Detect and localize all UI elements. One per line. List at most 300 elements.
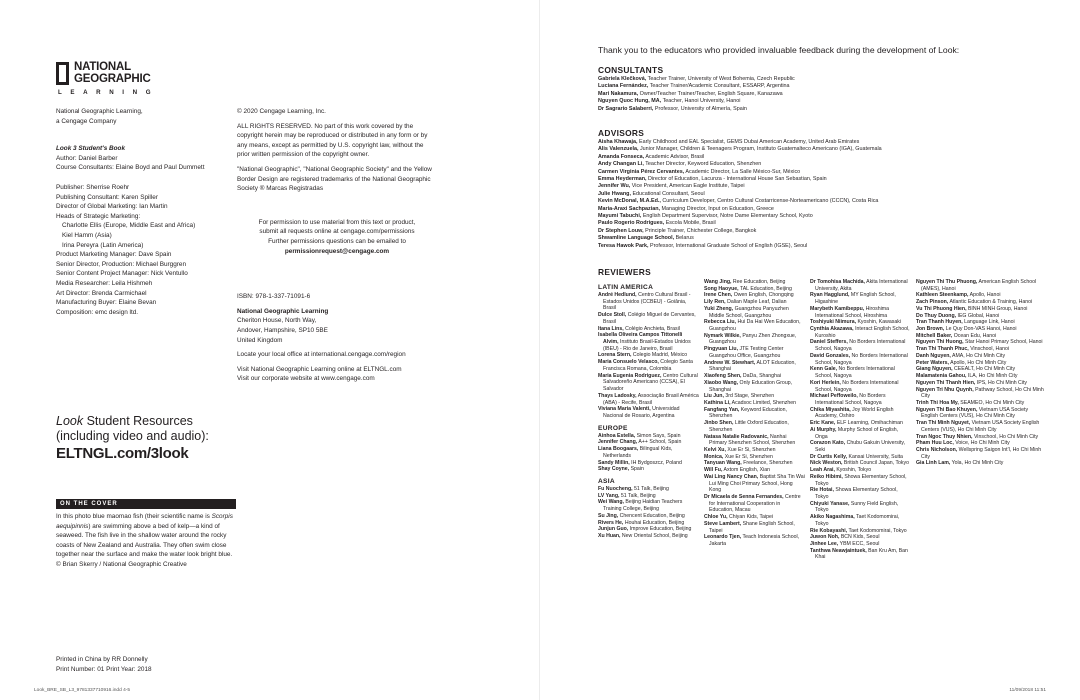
person-affiliation: Voice, Ho Chi Minh City xyxy=(953,440,1010,447)
reviewer-entry xyxy=(598,359,699,372)
person-affiliation: Vinschool, Ho Chi Minh City xyxy=(972,433,1039,440)
person-affiliation: MY English School, Higashine xyxy=(815,292,896,306)
person-affiliation: Centro Cultural Salvadoreño Americano (CCSA), El Salvador xyxy=(603,372,698,393)
person-affiliation: Baptist Sha Tin Wai Lui Ming Choi Primary School, Hong Kong xyxy=(709,473,805,494)
reviewer-entry xyxy=(810,393,911,406)
person-name: Kenn Gale, xyxy=(810,366,838,373)
trademark-notice: "National Geographic", "National Geographic Society" and the Yellow Border Design are registered trademarks of the National Geographic Society ® Marcas Registradas xyxy=(237,165,432,193)
reviewer-entry xyxy=(704,393,805,400)
person-name: Vu Thi Phuong Hien, xyxy=(916,305,967,312)
print-number: Print Number: 01 Print Year: 2018 xyxy=(56,665,152,673)
person-name: Chloe Yu, xyxy=(704,514,728,521)
person-affiliation: No Borders International School, Nagoya xyxy=(815,339,906,353)
person-affiliation: Shane English School, Taipei xyxy=(709,520,795,534)
reviewer-entry xyxy=(810,440,911,453)
person-affiliation: Teacher Trainer/Academic Consultant, ESSARP, Argentina xyxy=(648,83,790,90)
person-name: Andrew W. Stewhart, xyxy=(704,359,756,366)
reviewer-entry xyxy=(704,407,805,420)
advisor-entry xyxy=(598,176,1058,183)
person-name: Do Thuy Duong, xyxy=(916,312,957,319)
reviewer-entry xyxy=(810,380,911,393)
person-name: Chiyuki Yanase, xyxy=(810,500,850,507)
person-affiliation: Panyu Zhen Zhongxue, Guangzhou xyxy=(709,332,797,346)
reviewer-entry xyxy=(598,352,699,359)
person-affiliation: Professor, University of Almería, Spain xyxy=(653,105,747,112)
person-name: Dulce Stoll, xyxy=(598,312,627,319)
reviewer-entry xyxy=(810,427,911,440)
person-name: Aisha Khawaja, xyxy=(598,139,638,145)
advisors-section xyxy=(598,128,1058,250)
person-name: Eric Kane, xyxy=(810,420,836,427)
logo-line-2: GEOGRAPHIC xyxy=(74,72,151,85)
person-affiliation: Ocean Edu, Hanoi xyxy=(952,332,997,339)
publisher-name-2: a Cengage Company xyxy=(56,117,117,125)
person-affiliation: No Borders International School, Nagoya xyxy=(815,379,899,393)
person-name: Luciana Fernández, xyxy=(598,83,649,90)
person-affiliation: Spain xyxy=(629,466,644,473)
person-affiliation: Colégio Miguel de Cervantes, Brasil xyxy=(603,312,696,325)
person-name: Tran Thanh Huyen, xyxy=(916,319,963,326)
reviewer-entry xyxy=(810,514,911,527)
page-gutter xyxy=(539,0,540,700)
person-name: Zach Pinson, xyxy=(916,299,949,306)
credit-line: Author: Daniel Barber xyxy=(56,154,118,162)
person-name: Shay Coyne, xyxy=(598,466,630,473)
resources-line-1: Look Student Resources xyxy=(56,414,193,428)
person-name: Fu Nuocheng, xyxy=(598,485,633,492)
person-affiliation: Improve Education, Beijing xyxy=(628,526,692,533)
person-name: Kevin McDonal, M.A.Ed., xyxy=(598,198,661,205)
person-name: Steve Lambert, xyxy=(704,520,742,527)
person-affiliation: Teacher Director, Keyword Education, Shenzhen xyxy=(643,161,762,168)
person-name: Chris Nicholson, xyxy=(916,446,958,453)
reviewer-entry xyxy=(704,420,805,433)
person-name: Ainhoa Estella, xyxy=(598,432,636,439)
person-affiliation: Chubu Gakuin University, Seki xyxy=(815,440,906,453)
reviewer-entry xyxy=(810,366,911,379)
person-affiliation: British Council Japan, Tokyo xyxy=(842,460,909,467)
person-affiliation: Joy World English Academy, Oshiro xyxy=(815,406,894,420)
visit-online[interactable]: Visit National Geographic Learning online at ELTNGL.com xyxy=(237,365,402,373)
cover-text: In this photo blue maomao fish (their scientific name is Scorpis aequipinnis) are swimming above a bed of kelp—a kind of seaweed. The fish live in the shallow water around the rocky coasts of New Zealand and Australia. They often swim close together near the surface and make the water look bright blue. xyxy=(56,513,233,559)
person-affiliation: Xue Er Si, Shenzhen xyxy=(725,446,776,453)
reviewers-heading: REVIEWERS xyxy=(598,267,651,277)
reviewer-entry xyxy=(916,360,1046,367)
advisor-entry xyxy=(598,139,1058,146)
reviewer-entry xyxy=(810,548,911,561)
person-name: Maria Eugenia Rodriguez, xyxy=(598,372,662,379)
reviewer-entry xyxy=(598,493,699,500)
reviewer-entry xyxy=(598,439,699,446)
reviewer-entry xyxy=(916,346,1046,353)
advisor-entry xyxy=(598,213,1058,220)
person-name: Michael Peffoweilo, xyxy=(810,393,858,400)
person-name: Paulo Rogerio Rodrigues, xyxy=(598,220,665,227)
reviewer-entry xyxy=(810,407,911,420)
person-name: Toshiyuki Niimura, xyxy=(810,319,857,326)
reviewer-entry xyxy=(810,501,911,514)
reviewer-entry xyxy=(704,346,805,359)
person-affiliation: Xue Er Si, Shenzhen xyxy=(723,453,773,460)
advisor-entry xyxy=(598,228,1058,235)
person-affiliation: IPS, Ho Chi Minh City xyxy=(975,379,1027,386)
person-affiliation: Universidad Nacional de Rosario, Argentina xyxy=(603,406,680,419)
file-slug: Look_BRE_SB_L3_9781337710916.indd 4-5 xyxy=(34,688,131,693)
on-the-cover xyxy=(56,499,236,570)
reviewer-entry xyxy=(916,353,1046,360)
person-affiliation: Interact English School, Kuroshio xyxy=(815,326,910,339)
person-name: Nguyen Thi Bao Khuyen, xyxy=(916,406,978,413)
credit-line: Senior Content Project Manager: Nick Ventullo xyxy=(56,270,188,278)
person-name: Carmen Virginia Pérez Cervantes, xyxy=(598,168,685,175)
credit-line: Director of Global Marketing: Ian Martin xyxy=(56,203,168,211)
reviewer-entry xyxy=(704,380,805,393)
person-name: Lorena Stern, xyxy=(598,352,632,359)
credit-line: Heads of Strategic Marketing: xyxy=(56,212,141,220)
reviewer-entry xyxy=(598,486,699,493)
reviewer-entry xyxy=(810,279,911,292)
person-name: Tran Ngoc Thuy Nhien, xyxy=(916,433,973,440)
reviewer-entry xyxy=(704,306,805,319)
person-name: Gia Linh Lam, xyxy=(916,460,951,467)
person-affiliation: No Borders International School, Nagoya xyxy=(815,393,886,406)
credit-line: Manufacturing Buyer: Elaine Bevan xyxy=(56,299,157,307)
reviewer-entry xyxy=(704,319,805,332)
person-affiliation: Academic Director, La Salle México-Sur, México xyxy=(684,168,801,175)
credit-line: Senior Director, Production: Michael Burggren xyxy=(56,260,187,268)
person-affiliation: Taet Kodomomirai, Tokyo xyxy=(847,527,907,534)
reviewer-entry xyxy=(810,420,911,427)
person-affiliation: Vietnam USA Society English Centers (VUS), Ho Chi Minh City xyxy=(921,406,1029,420)
consultant-entry xyxy=(598,76,1058,83)
person-affiliation: 51 Talk, Beijing xyxy=(619,492,656,499)
person-name: Rebecca Liu, xyxy=(704,319,737,326)
advisors-heading: ADVISORS xyxy=(598,128,645,138)
person-affiliation: Axtom English, Xian xyxy=(722,467,770,474)
person-name: Liu Jun, xyxy=(704,393,724,400)
publisher-credits xyxy=(56,107,232,317)
reviewer-entry xyxy=(916,447,1046,460)
person-affiliation: Sunny Field English, Tokyo xyxy=(815,500,899,514)
person-name: Irene Chen, xyxy=(704,292,733,299)
person-affiliation: Apollo, Hanoi xyxy=(968,292,1001,299)
consultant-entry xyxy=(598,83,1058,90)
reviewer-entry xyxy=(810,292,911,305)
reviewer-entry xyxy=(810,534,911,541)
person-affiliation: Belarus xyxy=(674,235,694,242)
person-affiliation: Le Quy Don-VAS Hanoi, Hanoi xyxy=(944,326,1017,333)
person-affiliation: American English School (AMES), Hanoi xyxy=(921,279,1037,292)
reviewer-entry xyxy=(810,487,911,500)
reviewer-entry xyxy=(704,454,805,461)
address-line-1: Cheriton House, North Way, xyxy=(237,317,317,325)
person-affiliation: Kyoshin, Tokyo xyxy=(834,467,872,474)
person-name: Teresa Hawok Park, xyxy=(598,242,649,249)
reviewer-entry xyxy=(810,306,911,319)
isbn: ISBN: 978-1-337-71091-6 xyxy=(237,293,311,301)
person-name: Dr Sagrario Salaberri, xyxy=(598,105,654,112)
reviewers-column-4 xyxy=(916,279,1046,467)
person-name: Trinh Thi Hoa My, xyxy=(916,399,959,406)
person-affiliation: Chiyan Kids, Taipei xyxy=(727,514,774,521)
person-name: Gabriela Klečková, xyxy=(598,76,647,82)
person-name: Itana Lins, xyxy=(598,325,624,332)
region-heading: LATIN AMERICA xyxy=(598,284,654,291)
consultants-section xyxy=(598,65,1058,113)
reviewer-entry xyxy=(916,407,1046,420)
logo-learning: LEARNING xyxy=(58,89,160,96)
reviewer-entry xyxy=(704,521,805,534)
print-info xyxy=(56,655,256,674)
person-name: Jinbo Shen, xyxy=(704,420,734,427)
person-affiliation: DaDa, Shanghai xyxy=(741,373,781,380)
person-affiliation: Ban Kru Am, Ban Khai xyxy=(815,547,908,561)
student-resources xyxy=(56,414,266,463)
permission-email[interactable]: permissionrequest@cengage.com xyxy=(284,247,390,255)
person-name: Maria-Araxi Sachpazian, xyxy=(598,205,661,212)
book-title: Look 3 Student's Book xyxy=(56,145,125,153)
reviewer-entry xyxy=(916,313,1046,320)
consultant-entry xyxy=(598,106,1058,113)
person-affiliation: Vietnam USA Society English Centers (VUS), Ho Chi Minh City xyxy=(921,420,1040,433)
person-affiliation: Colégio Anchieta, Brasil xyxy=(623,325,680,332)
person-name: Jinhee Lee, xyxy=(810,541,839,548)
person-name: Mitchell Baker, xyxy=(916,332,953,339)
reviewer-entry xyxy=(598,446,699,459)
person-name: Kathina Li, xyxy=(704,399,731,406)
person-affiliation: YBM ECC, Seoul xyxy=(838,541,880,548)
reviewer-entry xyxy=(810,353,911,366)
person-affiliation: Academic Advisor, Brasil xyxy=(644,153,705,160)
permission-line-3: Further permissions questions can be emailed to xyxy=(268,237,406,245)
advisor-entry xyxy=(598,220,1058,227)
person-name: Giang Nguyen, xyxy=(916,366,953,373)
advisor-entry xyxy=(598,243,1058,250)
person-name: Tanthwa Neawjaintuek, xyxy=(810,547,867,554)
person-affiliation: Director of Education, Lacunza - International House San Sebastian, Spain xyxy=(646,176,827,183)
person-affiliation: Instituto Brasil-Estados Unidos (IBEU) - Rio de Janeiro, Brasil xyxy=(603,339,691,352)
reviewer-entry xyxy=(916,292,1046,299)
advisor-entry xyxy=(598,146,1058,153)
person-name: Julie Hwang, xyxy=(598,190,631,197)
reviewer-entry xyxy=(810,319,911,326)
person-affiliation: Associação Brasil América (ABA) - Recife, Brasil xyxy=(603,392,699,406)
person-name: Emma Heyderman, xyxy=(598,176,647,183)
person-name: Pham Huu Loc, xyxy=(916,440,954,447)
address-line-3: United Kingdom xyxy=(237,336,283,344)
region-heading: EUROPE xyxy=(598,424,628,432)
person-affiliation: Dalian Maple Leaf, Dalian xyxy=(725,299,787,306)
person-affiliation: BCN Kids, Seoul xyxy=(839,534,880,541)
person-affiliation: Owner/Teacher Trainer/Teacher, English Square, Kanazawa xyxy=(638,90,783,97)
person-name: Kori Herlein, xyxy=(810,379,841,386)
person-affiliation: Only Education Group, Shanghai xyxy=(709,379,793,393)
reviewer-entry xyxy=(916,420,1046,433)
reviewers-column-3 xyxy=(810,279,911,561)
person-name: Xiaofeng Shen, xyxy=(704,373,742,380)
cover-heading: ON THE COVER xyxy=(56,499,236,509)
reviewer-entry xyxy=(810,528,911,535)
person-affiliation: A++ School, Spain xyxy=(637,439,682,446)
person-name: Pingyuan Liu, xyxy=(704,346,739,353)
person-name: Danh Nguyen, xyxy=(916,352,951,359)
person-name: Reiko Hibimi, xyxy=(810,473,843,480)
printed-in: Printed in China by RR Donnelly xyxy=(56,656,148,663)
person-name: Wang Jing, xyxy=(704,279,732,285)
person-name: Leah Arai, xyxy=(810,467,835,474)
person-affiliation: Simon Says, Spain xyxy=(635,432,681,439)
reviewer-entry xyxy=(598,460,699,467)
copyright-line: © 2020 Cengage Learning, Inc. xyxy=(237,108,326,115)
person-affiliation: ALOT Education, Shanghai xyxy=(709,359,796,373)
person-affiliation: Keyword Education, Shenzhen xyxy=(709,406,787,420)
person-affiliation: Star Hanoi Primary School, Hanoi xyxy=(963,339,1043,346)
person-name: Tran Thi Thanh Phuc, xyxy=(916,346,969,353)
person-affiliation: Teacher Trainer, University of West Bohemia, Czech Republic xyxy=(646,76,795,82)
cover-credit: © Brian Skerry / National Geographic Creative xyxy=(56,560,187,568)
person-name: Tran Thi Minh Nguyet, xyxy=(916,420,971,427)
reviewer-entry xyxy=(598,513,699,520)
person-name: Akiko Nagashima, xyxy=(810,514,855,521)
reviewer-entry xyxy=(810,460,911,467)
person-name: Lily Ren, xyxy=(704,299,726,306)
credit-line: Publisher: Sherrise Roehr xyxy=(56,183,130,191)
person-name: Ai Murphy, xyxy=(810,426,837,433)
resources-url[interactable]: ELTNGL.com/3look xyxy=(56,445,189,462)
reviewer-entry xyxy=(598,466,699,473)
person-affiliation: Pathway School, Ho Chi Minh City xyxy=(921,386,1044,400)
person-affiliation: TAL Education, Beijing xyxy=(738,285,792,292)
person-affiliation: Escola Mobile, Brasil xyxy=(664,220,716,227)
reviewer-entry xyxy=(704,299,805,306)
person-name: Rie Kobayashi, xyxy=(810,527,848,534)
reviewer-entry xyxy=(598,326,699,333)
person-affiliation: Ree Education, Beijing xyxy=(731,279,786,285)
person-name: Mari Nakamura, xyxy=(598,90,639,97)
person-name: Shwamline Language School, xyxy=(598,235,675,242)
reviewer-entry xyxy=(598,312,699,325)
locate-office[interactable]: Locate your local office at international.cengage.com/region xyxy=(237,351,406,359)
consultant-entry xyxy=(598,91,1058,98)
reviewer-entry xyxy=(598,499,699,512)
person-name: Jennifer Wu, xyxy=(598,183,631,190)
reviewer-entry xyxy=(704,467,805,474)
reviewer-entry xyxy=(704,279,805,286)
person-affiliation: Showa Elementary School, Tokyo xyxy=(815,473,907,487)
person-name: Corazon Kato, xyxy=(810,440,846,447)
reviewer-entry xyxy=(704,494,805,514)
reviewers-column-2 xyxy=(704,279,805,548)
credit-line: Kiel Hamm (Asia) xyxy=(62,231,112,239)
reviewer-entry xyxy=(916,366,1046,373)
person-affiliation: Teach Indonesia School, Jakarta xyxy=(709,534,800,548)
person-affiliation: Early Childhood and EAL Specialist, GEMS Dubai American Academy, United Arab Emirates xyxy=(637,139,860,145)
credit-line: Irina Pereyra (Latin America) xyxy=(62,241,144,249)
credit-line: Media Researcher: Leila Hishmeh xyxy=(56,279,153,287)
person-name: Juwon Noh, xyxy=(810,534,840,541)
reviewers-column-1 xyxy=(598,279,699,540)
person-name: Nguyen Quoc Hung, MA, xyxy=(598,98,662,105)
credit-line: Composition: emc design ltd. xyxy=(56,308,139,316)
person-name: Dr Curtis Kelly, xyxy=(810,453,848,460)
national-geographic-logo xyxy=(56,62,151,85)
person-name: Junjun Guo, xyxy=(598,526,629,533)
person-name: Amanda Fonseca, xyxy=(598,153,645,160)
person-affiliation: Managing Director, Input on Education, Greece xyxy=(660,205,774,212)
reviewer-entry xyxy=(704,514,805,521)
reviewer-entry xyxy=(704,400,805,407)
file-timestamp: 11/09/2018 11:51 xyxy=(1009,688,1046,693)
person-affiliation: Taet Kodomomirai, Tokyo xyxy=(815,514,900,527)
person-name: Mayumi Tabuchi, xyxy=(598,213,642,220)
reviewer-entry xyxy=(598,433,699,440)
person-name: Jennifer Chang, xyxy=(598,439,638,446)
person-name: Yuki Zheng, xyxy=(704,305,734,312)
reviewer-entry xyxy=(810,454,911,461)
reviewer-entry xyxy=(916,299,1046,306)
reviewer-entry xyxy=(916,306,1046,313)
person-affiliation: CEEALT, Ho Chi Minh City xyxy=(952,366,1016,373)
person-affiliation: Hui Da Hai Wen Education, Guangzhou xyxy=(709,319,801,333)
person-name: Song Haoyue, xyxy=(704,285,739,292)
person-name: Wei Wang, xyxy=(598,499,624,506)
person-affiliation: No Borders International School, Nagoya xyxy=(815,366,895,380)
visit-corporate[interactable]: Visit our corporate website at www.cengage.com xyxy=(237,375,375,383)
reviewer-entry xyxy=(916,400,1046,407)
reviewer-entry xyxy=(598,520,699,527)
reviewer-entry xyxy=(598,332,699,352)
person-name: Rie Hotai, xyxy=(810,487,834,494)
reviewer-entry xyxy=(916,440,1046,447)
advisor-entry xyxy=(598,169,1058,176)
person-name: Ryan Hagglund, xyxy=(810,292,850,299)
reviewer-entry xyxy=(916,326,1046,333)
reviewer-entry xyxy=(704,460,805,467)
person-name: Xiaobo Wang, xyxy=(704,379,739,386)
advisor-entry xyxy=(598,235,1058,242)
person-name: Nick Weston, xyxy=(810,460,843,467)
permission-line-2: submit all requests online at cengage.com/permissions xyxy=(259,228,415,236)
person-affiliation: 3rd Stage, Shenzhen xyxy=(723,393,775,400)
credit-line: Course Consultants: Elaine Boyd and Paul Dummett xyxy=(56,164,205,172)
reviewer-entry xyxy=(916,434,1046,441)
person-name: Nguyen Thi Thu Phuong, xyxy=(916,279,978,285)
person-affiliation: No Borders International School, Nagoya xyxy=(815,352,908,366)
consultant-entry xyxy=(598,98,1058,105)
person-affiliation: Professor, International Graduate School of English (IGSE), Seoul xyxy=(648,242,808,249)
reviewer-entry xyxy=(810,339,911,352)
person-name: Nymark Wilkie, xyxy=(704,332,741,339)
person-name: David Gonzales, xyxy=(810,352,851,359)
reviewer-entry xyxy=(598,533,699,540)
reviewer-entry xyxy=(810,326,911,339)
person-name: Chika Miyashita, xyxy=(810,406,851,413)
person-name: Maria Consuelo Velasco, xyxy=(598,359,659,366)
advisor-entry xyxy=(598,206,1058,213)
person-name: Kathleen Steenkamp, xyxy=(916,292,969,299)
region-heading: ASIA xyxy=(598,477,615,485)
person-affiliation: Kansai University, Suita xyxy=(847,453,903,460)
person-affiliation: English Department Supervisor, Notre Dame Elementary School, Kyoto xyxy=(641,213,813,220)
person-affiliation: Owen English, Chongqing xyxy=(732,292,794,299)
person-affiliation: Apollo, Ho Chi Minh City xyxy=(948,359,1007,366)
person-affiliation: Murphy School of English, Onga xyxy=(815,426,899,440)
person-affiliation: Centro Cultural Brasil - Estados Unidos (CCBEU) - Goiânia, Brasil xyxy=(603,292,691,312)
person-name: Jon Brown, xyxy=(916,326,945,333)
person-affiliation: Teacher, Hanoi University, Hanoi xyxy=(661,98,741,105)
person-name: Alis Valenzuela, xyxy=(598,146,639,153)
person-affiliation: Acadsoc Limited, Shenzhen xyxy=(730,399,796,406)
